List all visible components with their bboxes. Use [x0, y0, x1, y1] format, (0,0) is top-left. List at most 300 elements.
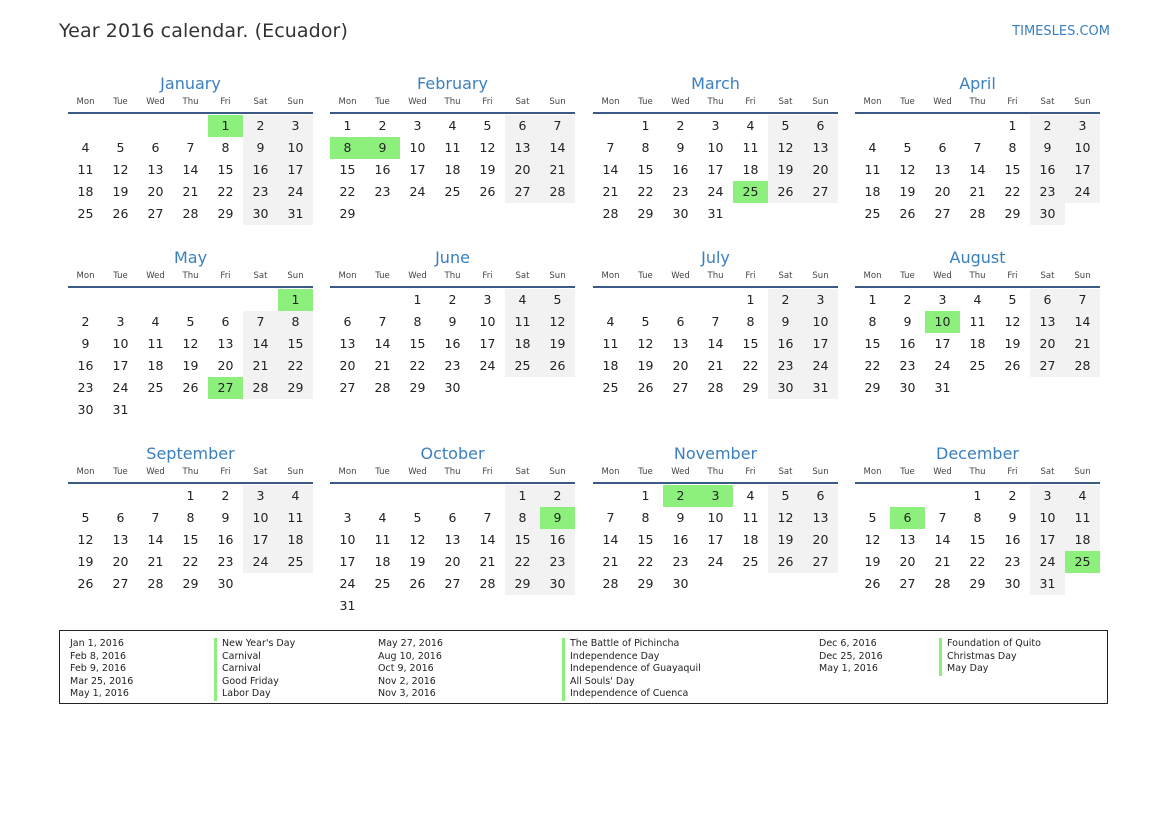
day-cell[interactable]: 2	[903, 292, 912, 307]
day-cell[interactable]: 28	[374, 380, 391, 395]
day-cell[interactable]: 28	[602, 576, 619, 591]
day-cell[interactable]: 10	[1030, 507, 1065, 529]
day-cell[interactable]: 6	[343, 314, 352, 329]
day-cell[interactable]: 19	[637, 358, 654, 373]
day-cell[interactable]: 6	[803, 115, 838, 137]
day-cell[interactable]: 16	[672, 162, 689, 177]
day-cell[interactable]: 21	[707, 358, 724, 373]
day-cell[interactable]: 9	[221, 510, 230, 525]
day-cell[interactable]: 3	[1065, 115, 1100, 137]
day-cell[interactable]: 23	[243, 181, 278, 203]
day-cell[interactable]: 27	[899, 576, 916, 591]
day-cell[interactable]: 11	[742, 510, 759, 525]
day-cell[interactable]: 29	[969, 576, 986, 591]
day-cell[interactable]: 19	[899, 184, 916, 199]
day-cell[interactable]: 24	[934, 358, 951, 373]
day-cell[interactable]: 5	[483, 118, 492, 133]
day-cell[interactable]: 28	[934, 576, 951, 591]
day-cell[interactable]: 11	[505, 311, 540, 333]
day-cell[interactable]: 4	[151, 314, 160, 329]
day-cell[interactable]: 28	[1065, 355, 1100, 377]
day-cell[interactable]: 28	[969, 206, 986, 221]
day-cell[interactable]: 13	[147, 162, 164, 177]
day-cell[interactable]: 14	[707, 336, 724, 351]
day-cell[interactable]: 12	[112, 162, 129, 177]
day-cell[interactable]: 14	[374, 336, 391, 351]
day-cell[interactable]: 24	[112, 380, 129, 395]
day-cell[interactable]: 13	[505, 137, 540, 159]
day-cell[interactable]: 5	[186, 314, 195, 329]
day-cell[interactable]: 6	[221, 314, 230, 329]
day-cell[interactable]: 26	[864, 576, 881, 591]
day-cell[interactable]: 16	[899, 336, 916, 351]
day-cell[interactable]: 3	[803, 289, 838, 311]
day-cell[interactable]: 12	[77, 532, 94, 547]
day-cell[interactable]: 16	[374, 162, 391, 177]
day-cell[interactable]: 13	[672, 336, 689, 351]
day-cell[interactable]: 16	[77, 358, 94, 373]
day-cell[interactable]: 25	[733, 181, 768, 203]
day-cell[interactable]: 28	[147, 576, 164, 591]
day-cell[interactable]: 8	[641, 510, 650, 525]
day-cell[interactable]: 6	[676, 314, 685, 329]
day-cell[interactable]: 27	[444, 576, 461, 591]
day-cell[interactable]: 6	[116, 510, 125, 525]
day-cell[interactable]: 22	[217, 184, 234, 199]
day-cell[interactable]: 23	[672, 184, 689, 199]
day-cell[interactable]: 21	[1065, 333, 1100, 355]
day-cell[interactable]: 17	[243, 529, 278, 551]
day-cell[interactable]: 24	[1030, 551, 1065, 573]
day-cell[interactable]: 6	[151, 140, 160, 155]
day-cell[interactable]: 22	[278, 355, 313, 377]
day-cell[interactable]: 13	[934, 162, 951, 177]
day-cell[interactable]: 16	[243, 159, 278, 181]
day-cell[interactable]: 25	[374, 576, 391, 591]
day-cell[interactable]: 31	[803, 377, 838, 399]
day-cell[interactable]: 28	[243, 377, 278, 399]
day-cell[interactable]: 22	[742, 358, 759, 373]
day-cell[interactable]: 22	[182, 554, 199, 569]
day-cell[interactable]: 10	[278, 137, 313, 159]
day-cell[interactable]: 27	[803, 181, 838, 203]
day-cell[interactable]: 27	[505, 181, 540, 203]
day-cell[interactable]: 13	[803, 137, 838, 159]
day-cell[interactable]: 12	[768, 507, 803, 529]
day-cell[interactable]: 9	[676, 510, 685, 525]
day-cell[interactable]: 4	[1065, 485, 1100, 507]
day-cell[interactable]: 2	[676, 118, 685, 133]
day-cell[interactable]: 4	[973, 292, 982, 307]
day-cell[interactable]: 2	[448, 292, 457, 307]
day-cell[interactable]: 9	[676, 140, 685, 155]
day-cell[interactable]: 19	[1004, 336, 1021, 351]
day-cell[interactable]: 7	[243, 311, 278, 333]
day-cell[interactable]: 25	[602, 380, 619, 395]
day-cell[interactable]: 2	[1008, 488, 1017, 503]
day-cell[interactable]: 27	[208, 377, 243, 399]
day-cell[interactable]: 21	[147, 554, 164, 569]
day-cell[interactable]: 26	[409, 576, 426, 591]
day-cell[interactable]: 15	[409, 336, 426, 351]
day-cell[interactable]: 8	[413, 314, 422, 329]
day-cell[interactable]: 4	[606, 314, 615, 329]
day-cell[interactable]: 8	[330, 137, 365, 159]
day-cell[interactable]: 11	[77, 162, 94, 177]
day-cell[interactable]: 25	[742, 554, 759, 569]
day-cell[interactable]: 26	[77, 576, 94, 591]
day-cell[interactable]: 3	[343, 510, 352, 525]
day-cell[interactable]: 20	[803, 529, 838, 551]
day-cell[interactable]: 14	[479, 532, 496, 547]
day-cell[interactable]: 19	[768, 529, 803, 551]
day-cell[interactable]: 6	[1030, 289, 1065, 311]
day-cell[interactable]: 31	[1030, 573, 1065, 595]
day-cell[interactable]: 23	[1004, 554, 1021, 569]
day-cell[interactable]: 17	[479, 336, 496, 351]
day-cell[interactable]: 12	[768, 137, 803, 159]
day-cell[interactable]: 14	[540, 137, 575, 159]
day-cell[interactable]: 2	[243, 115, 278, 137]
day-cell[interactable]: 19	[540, 333, 575, 355]
day-cell[interactable]: 20	[505, 159, 540, 181]
day-cell[interactable]: 29	[217, 206, 234, 221]
day-cell[interactable]: 3	[1030, 485, 1065, 507]
day-cell[interactable]: 18	[147, 358, 164, 373]
day-cell[interactable]: 21	[969, 184, 986, 199]
day-cell[interactable]: 21	[540, 159, 575, 181]
site-link[interactable]: TIMESLES.COM	[1012, 24, 1110, 39]
day-cell[interactable]: 17	[112, 358, 129, 373]
day-cell[interactable]: 22	[637, 184, 654, 199]
day-cell[interactable]: 17	[707, 532, 724, 547]
day-cell[interactable]: 27	[147, 206, 164, 221]
day-cell[interactable]: 16	[768, 333, 803, 355]
day-cell[interactable]: 28	[479, 576, 496, 591]
day-cell[interactable]: 18	[602, 358, 619, 373]
day-cell[interactable]: 13	[899, 532, 916, 547]
day-cell[interactable]: 2	[1030, 115, 1065, 137]
day-cell[interactable]: 18	[864, 184, 881, 199]
day-cell[interactable]: 8	[973, 510, 982, 525]
day-cell[interactable]: 1	[208, 115, 243, 137]
day-cell[interactable]: 20	[217, 358, 234, 373]
day-cell[interactable]: 16	[1030, 159, 1065, 181]
day-cell[interactable]: 15	[864, 336, 881, 351]
day-cell[interactable]: 9	[1030, 137, 1065, 159]
day-cell[interactable]: 10	[925, 311, 960, 333]
day-cell[interactable]: 29	[409, 380, 426, 395]
day-cell[interactable]: 11	[147, 336, 164, 351]
day-cell[interactable]: 2	[663, 485, 698, 507]
day-cell[interactable]: 12	[637, 336, 654, 351]
day-cell[interactable]: 29	[1004, 206, 1021, 221]
day-cell[interactable]: 10	[707, 140, 724, 155]
day-cell[interactable]: 17	[707, 162, 724, 177]
day-cell[interactable]: 29	[182, 576, 199, 591]
day-cell[interactable]: 3	[711, 118, 720, 133]
day-cell[interactable]: 15	[339, 162, 356, 177]
day-cell[interactable]: 6	[448, 510, 457, 525]
day-cell[interactable]: 13	[444, 532, 461, 547]
day-cell[interactable]: 30	[540, 573, 575, 595]
day-cell[interactable]: 26	[768, 551, 803, 573]
day-cell[interactable]: 25	[147, 380, 164, 395]
day-cell[interactable]: 3	[278, 115, 313, 137]
day-cell[interactable]: 26	[112, 206, 129, 221]
day-cell[interactable]: 24	[243, 551, 278, 573]
day-cell[interactable]: 17	[1065, 159, 1100, 181]
day-cell[interactable]: 2	[378, 118, 387, 133]
day-cell[interactable]: 5	[768, 115, 803, 137]
day-cell[interactable]: 23	[374, 184, 391, 199]
day-cell[interactable]: 11	[864, 162, 881, 177]
day-cell[interactable]: 18	[77, 184, 94, 199]
day-cell[interactable]: 10	[803, 311, 838, 333]
day-cell[interactable]: 26	[637, 380, 654, 395]
day-cell[interactable]: 13	[112, 532, 129, 547]
day-cell[interactable]: 30	[672, 576, 689, 591]
day-cell[interactable]: 16	[1004, 532, 1021, 547]
day-cell[interactable]: 1	[186, 488, 195, 503]
day-cell[interactable]: 14	[1065, 311, 1100, 333]
day-cell[interactable]: 4	[448, 118, 457, 133]
day-cell[interactable]: 31	[707, 206, 724, 221]
day-cell[interactable]: 20	[112, 554, 129, 569]
day-cell[interactable]: 24	[707, 554, 724, 569]
day-cell[interactable]: 9	[243, 137, 278, 159]
day-cell[interactable]: 29	[637, 576, 654, 591]
day-cell[interactable]: 28	[602, 206, 619, 221]
day-cell[interactable]: 5	[768, 485, 803, 507]
day-cell[interactable]: 31	[934, 380, 951, 395]
day-cell[interactable]: 9	[540, 507, 575, 529]
day-cell[interactable]: 23	[899, 358, 916, 373]
day-cell[interactable]: 18	[969, 336, 986, 351]
day-cell[interactable]: 13	[339, 336, 356, 351]
day-cell[interactable]: 7	[378, 314, 387, 329]
day-cell[interactable]: 9	[768, 311, 803, 333]
day-cell[interactable]: 14	[934, 532, 951, 547]
day-cell[interactable]: 24	[1065, 181, 1100, 203]
day-cell[interactable]: 5	[903, 140, 912, 155]
day-cell[interactable]: 20	[934, 184, 951, 199]
day-cell[interactable]: 29	[742, 380, 759, 395]
day-cell[interactable]: 9	[365, 137, 400, 159]
day-cell[interactable]: 22	[864, 358, 881, 373]
day-cell[interactable]: 23	[77, 380, 94, 395]
day-cell[interactable]: 19	[768, 159, 803, 181]
day-cell[interactable]: 29	[505, 573, 540, 595]
day-cell[interactable]: 23	[768, 355, 803, 377]
day-cell[interactable]: 20	[899, 554, 916, 569]
day-cell[interactable]: 3	[116, 314, 125, 329]
day-cell[interactable]: 7	[483, 510, 492, 525]
day-cell[interactable]: 20	[1030, 333, 1065, 355]
day-cell[interactable]: 24	[707, 184, 724, 199]
day-cell[interactable]: 4	[378, 510, 387, 525]
day-cell[interactable]: 25	[969, 358, 986, 373]
day-cell[interactable]: 14	[602, 532, 619, 547]
day-cell[interactable]: 11	[374, 532, 391, 547]
day-cell[interactable]: 8	[505, 507, 540, 529]
day-cell[interactable]: 17	[1030, 529, 1065, 551]
day-cell[interactable]: 4	[505, 289, 540, 311]
day-cell[interactable]: 10	[479, 314, 496, 329]
day-cell[interactable]: 21	[182, 184, 199, 199]
day-cell[interactable]: 12	[540, 311, 575, 333]
day-cell[interactable]: 14	[147, 532, 164, 547]
day-cell[interactable]: 12	[479, 140, 496, 155]
day-cell[interactable]: 17	[934, 336, 951, 351]
day-cell[interactable]: 11	[602, 336, 619, 351]
day-cell[interactable]: 13	[217, 336, 234, 351]
day-cell[interactable]: 22	[409, 358, 426, 373]
day-cell[interactable]: 8	[186, 510, 195, 525]
day-cell[interactable]: 14	[243, 333, 278, 355]
day-cell[interactable]: 8	[1008, 140, 1017, 155]
day-cell[interactable]: 20	[147, 184, 164, 199]
day-cell[interactable]: 8	[221, 140, 230, 155]
day-cell[interactable]: 21	[243, 355, 278, 377]
day-cell[interactable]: 22	[969, 554, 986, 569]
day-cell[interactable]: 8	[278, 311, 313, 333]
day-cell[interactable]: 10	[112, 336, 129, 351]
day-cell[interactable]: 26	[899, 206, 916, 221]
day-cell[interactable]: 7	[938, 510, 947, 525]
day-cell[interactable]: 19	[864, 554, 881, 569]
day-cell[interactable]: 22	[637, 554, 654, 569]
day-cell[interactable]: 1	[641, 488, 650, 503]
day-cell[interactable]: 26	[479, 184, 496, 199]
day-cell[interactable]: 27	[934, 206, 951, 221]
day-cell[interactable]: 15	[217, 162, 234, 177]
day-cell[interactable]: 12	[1004, 314, 1021, 329]
day-cell[interactable]: 29	[637, 206, 654, 221]
day-cell[interactable]: 15	[505, 529, 540, 551]
day-cell[interactable]: 2	[768, 289, 803, 311]
day-cell[interactable]: 18	[444, 162, 461, 177]
day-cell[interactable]: 21	[479, 554, 496, 569]
day-cell[interactable]: 18	[505, 333, 540, 355]
day-cell[interactable]: 16	[217, 532, 234, 547]
day-cell[interactable]: 9	[903, 314, 912, 329]
day-cell[interactable]: 5	[81, 510, 90, 525]
day-cell[interactable]: 3	[243, 485, 278, 507]
day-cell[interactable]: 17	[803, 333, 838, 355]
day-cell[interactable]: 21	[602, 184, 619, 199]
day-cell[interactable]: 28	[182, 206, 199, 221]
day-cell[interactable]: 29	[278, 377, 313, 399]
day-cell[interactable]: 3	[938, 292, 947, 307]
day-cell[interactable]: 6	[890, 507, 925, 529]
day-cell[interactable]: 7	[606, 510, 615, 525]
day-cell[interactable]: 23	[540, 551, 575, 573]
day-cell[interactable]: 23	[217, 554, 234, 569]
day-cell[interactable]: 7	[540, 115, 575, 137]
day-cell[interactable]: 17	[339, 554, 356, 569]
day-cell[interactable]: 8	[641, 140, 650, 155]
day-cell[interactable]: 27	[112, 576, 129, 591]
day-cell[interactable]: 21	[602, 554, 619, 569]
day-cell[interactable]: 8	[868, 314, 877, 329]
day-cell[interactable]: 22	[339, 184, 356, 199]
day-cell[interactable]: 7	[151, 510, 160, 525]
day-cell[interactable]: 2	[540, 485, 575, 507]
day-cell[interactable]: 13	[1030, 311, 1065, 333]
day-cell[interactable]: 21	[374, 358, 391, 373]
day-cell[interactable]: 11	[969, 314, 986, 329]
day-cell[interactable]: 5	[868, 510, 877, 525]
day-cell[interactable]: 10	[409, 140, 426, 155]
day-cell[interactable]: 13	[803, 507, 838, 529]
day-cell[interactable]: 2	[81, 314, 90, 329]
day-cell[interactable]: 12	[182, 336, 199, 351]
day-cell[interactable]: 5	[116, 140, 125, 155]
day-cell[interactable]: 30	[899, 380, 916, 395]
day-cell[interactable]: 7	[1065, 289, 1100, 311]
day-cell[interactable]: 16	[444, 336, 461, 351]
day-cell[interactable]: 6	[938, 140, 947, 155]
day-cell[interactable]: 1	[278, 289, 313, 311]
day-cell[interactable]: 6	[803, 485, 838, 507]
day-cell[interactable]: 27	[339, 380, 356, 395]
day-cell[interactable]: 18	[374, 554, 391, 569]
day-cell[interactable]: 19	[112, 184, 129, 199]
day-cell[interactable]: 4	[868, 140, 877, 155]
day-cell[interactable]: 30	[77, 402, 94, 417]
day-cell[interactable]: 4	[278, 485, 313, 507]
day-cell[interactable]: 17	[278, 159, 313, 181]
day-cell[interactable]: 26	[540, 355, 575, 377]
day-cell[interactable]: 15	[637, 532, 654, 547]
day-cell[interactable]: 25	[77, 206, 94, 221]
day-cell[interactable]: 19	[77, 554, 94, 569]
day-cell[interactable]: 1	[413, 292, 422, 307]
day-cell[interactable]: 15	[1004, 162, 1021, 177]
day-cell[interactable]: 25	[278, 551, 313, 573]
day-cell[interactable]: 10	[1065, 137, 1100, 159]
day-cell[interactable]: 18	[278, 529, 313, 551]
day-cell[interactable]: 1	[505, 485, 540, 507]
day-cell[interactable]: 11	[1065, 507, 1100, 529]
day-cell[interactable]: 29	[864, 380, 881, 395]
day-cell[interactable]: 30	[768, 377, 803, 399]
day-cell[interactable]: 24	[278, 181, 313, 203]
day-cell[interactable]: 12	[864, 532, 881, 547]
day-cell[interactable]: 1	[973, 488, 982, 503]
day-cell[interactable]: 19	[409, 554, 426, 569]
day-cell[interactable]: 27	[803, 551, 838, 573]
day-cell[interactable]: 22	[1004, 184, 1021, 199]
day-cell[interactable]: 20	[444, 554, 461, 569]
day-cell[interactable]: 7	[711, 314, 720, 329]
day-cell[interactable]: 26	[768, 181, 803, 203]
day-cell[interactable]: 20	[672, 358, 689, 373]
day-cell[interactable]: 24	[409, 184, 426, 199]
day-cell[interactable]: 5	[1008, 292, 1017, 307]
day-cell[interactable]: 29	[339, 206, 356, 221]
day-cell[interactable]: 11	[278, 507, 313, 529]
day-cell[interactable]: 9	[81, 336, 90, 351]
day-cell[interactable]: 30	[672, 206, 689, 221]
day-cell[interactable]: 27	[1030, 355, 1065, 377]
day-cell[interactable]: 23	[444, 358, 461, 373]
day-cell[interactable]: 15	[969, 532, 986, 547]
day-cell[interactable]: 20	[803, 159, 838, 181]
day-cell[interactable]: 25	[444, 184, 461, 199]
day-cell[interactable]: 12	[409, 532, 426, 547]
